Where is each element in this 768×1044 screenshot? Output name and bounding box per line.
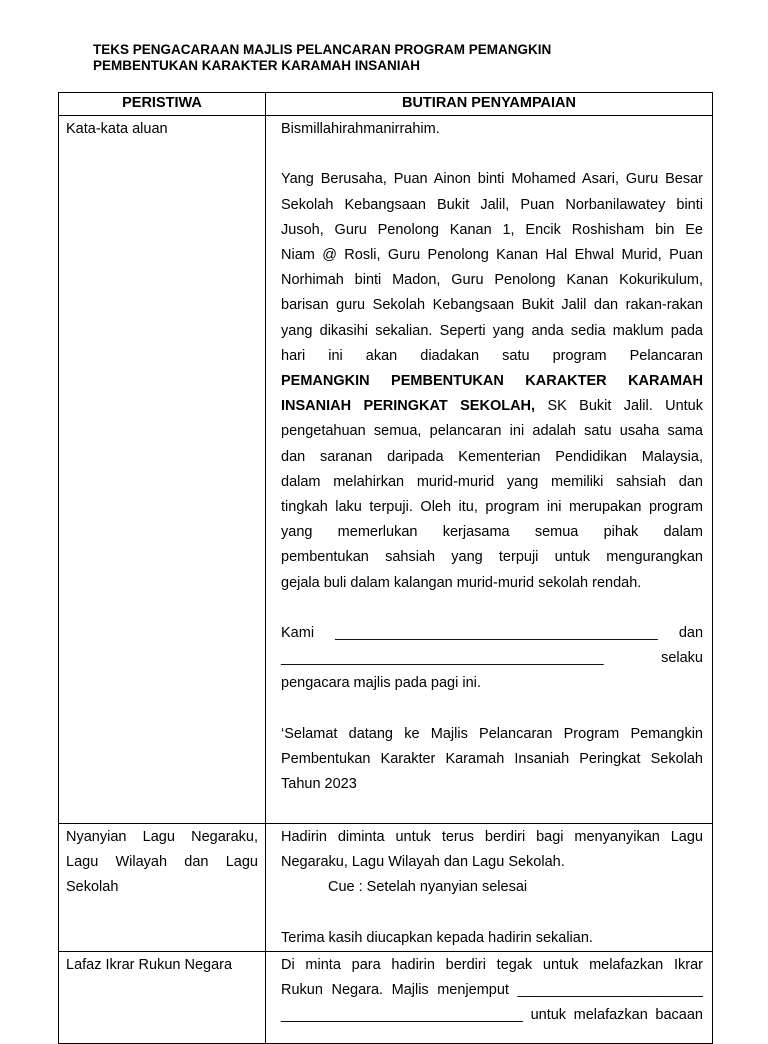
paragraph-line: yang dikasihi sekalian. Seperti yang anda sedia maklum pada	[281, 322, 703, 339]
paragraph-line: Norhimah binti Madon, Guru Penolong Kanan Kokurikulum,	[281, 272, 703, 289]
paragraph-line: gejala buli dalam kalangan murid-murid sekolah rendah.	[281, 574, 642, 591]
pledge-blank-1: _______________________	[517, 982, 703, 999]
paragraph-line: yang memerlukan kerjasama semua pihak dalam	[281, 524, 703, 541]
emcee-line	[281, 621, 703, 646]
pledge-text: Rukun Negara. Majlis menjemput	[281, 982, 509, 999]
table-row	[59, 952, 713, 1044]
header-peristiwa: PERISTIWA	[59, 93, 266, 116]
paragraph-line: Niam @ Rosli, Guru Penolong Kanan Hal Ehwal Murid, Puan	[281, 247, 703, 263]
event-label-line: Nyanyian Lagu Negaraku,	[66, 829, 258, 845]
header-butiran: BUTIRAN PENYAMPAIAN	[266, 93, 713, 116]
event-cell	[59, 116, 266, 824]
emcee-blank-1: ________________________________________	[335, 625, 658, 642]
event-label-line: Lagu Wilayah dan Lagu	[66, 854, 258, 871]
details-cell	[266, 824, 713, 952]
event-label: Lafaz Ikrar Rukun Negara	[66, 957, 233, 973]
pledge-instruction: Di minta para hadirin berdiri tegak untuk melafazkan Ikrar	[281, 957, 703, 973]
paragraph-line: barisan guru Sekolah Kebangsaan Bukit Jalil dan rakan-rakan	[281, 297, 703, 314]
anthem-instruction: Negaraku, Lagu Wilayah dan Lagu Sekolah.	[281, 854, 565, 871]
anthem-instruction: Hadirin diminta untuk terus berdiri bagi menyanyikan Lagu	[281, 829, 703, 845]
paragraph-line: pengacara majlis pada pagi ini.	[281, 675, 481, 692]
welcome-line: Pembentukan Karakter Karamah Insaniah Peringkat Sekolah	[281, 751, 703, 768]
program-name-line	[281, 394, 703, 419]
dan-text: dan	[678, 625, 704, 642]
document-title	[93, 42, 551, 74]
emcee-line	[281, 646, 703, 671]
program-name-line	[281, 369, 703, 394]
emcee-blank-2: ________________________________________	[281, 650, 604, 667]
header-row	[59, 93, 713, 116]
table-row	[59, 116, 713, 824]
paragraph-line: tingkah laku terpuji. Oleh itu, program ini merupakan program	[281, 499, 703, 516]
title-line-2: PEMBENTUKAN KARAKTER KARAMAH INSANIAH	[93, 58, 420, 73]
pledge-text: untuk melafazkan bacaan	[530, 1007, 703, 1024]
event-cell	[59, 952, 266, 1044]
pledge-blank-2: ______________________________	[281, 1007, 523, 1024]
paragraph-line: pembentukan sahsiah yang terpuji untuk mengurangkan	[281, 549, 703, 566]
pledge-instruction	[281, 978, 703, 1003]
kami-text: Kami	[281, 625, 315, 642]
details-cell	[266, 116, 713, 824]
title-line-1: TEKS PENGACARAAN MAJLIS PELANCARAN PROGRAM PEMANGKIN	[93, 42, 552, 57]
table-row	[59, 824, 713, 952]
details-cell	[266, 952, 713, 1044]
welcome-line: Tahun 2023	[281, 776, 357, 793]
cue-note: Cue : Setelah nyanyian selesai	[328, 879, 528, 896]
paragraph-line: Sekolah Kebangsaan Bukit Jalil, Puan Norbanilawatey binti	[281, 196, 703, 213]
paragraph-line: Jusoh, Guru Penolong Kanan 1, Encik Roshisham bin Ee	[281, 221, 703, 238]
paragraph-line: pengetahuan semua, pelancaran ini adalah satu usaha sama	[281, 423, 703, 440]
program-name-bold: INSANIAH PERINGKAT SEKOLAH,	[281, 398, 536, 415]
school-text: SK Bukit Jalil. Untuk	[547, 398, 703, 415]
event-label: Kata-kata aluan	[66, 121, 168, 137]
script-table	[58, 92, 713, 1044]
event-cell	[59, 824, 266, 952]
event-label-line: Sekolah	[66, 879, 119, 896]
pledge-instruction	[281, 1003, 703, 1028]
thanks-text: Terima kasih diucapkan kepada hadirin sekalian.	[281, 929, 593, 946]
paragraph-line: dan saranan daripada Kementerian Pendidikan Malaysia,	[281, 448, 703, 465]
welcome-line: ‘Selamat datang ke Majlis Pelancaran Program Pemangkin	[281, 725, 703, 742]
program-name-bold: PEMANGKIN PEMBENTUKAN KARAKTER KARAMAH	[281, 373, 703, 390]
greeting-text: Bismillahirahmanirrahim.	[281, 121, 440, 137]
paragraph-line: hari ini akan diadakan satu program Pelancaran	[281, 347, 703, 364]
paragraph-line: dalam melahirkan murid-murid yang memiliki sahsiah dan	[281, 473, 703, 490]
selaku-text: selaku	[661, 650, 703, 667]
paragraph-line: Yang Berusaha, Puan Ainon binti Mohamed Asari, Guru Besar	[281, 171, 703, 188]
